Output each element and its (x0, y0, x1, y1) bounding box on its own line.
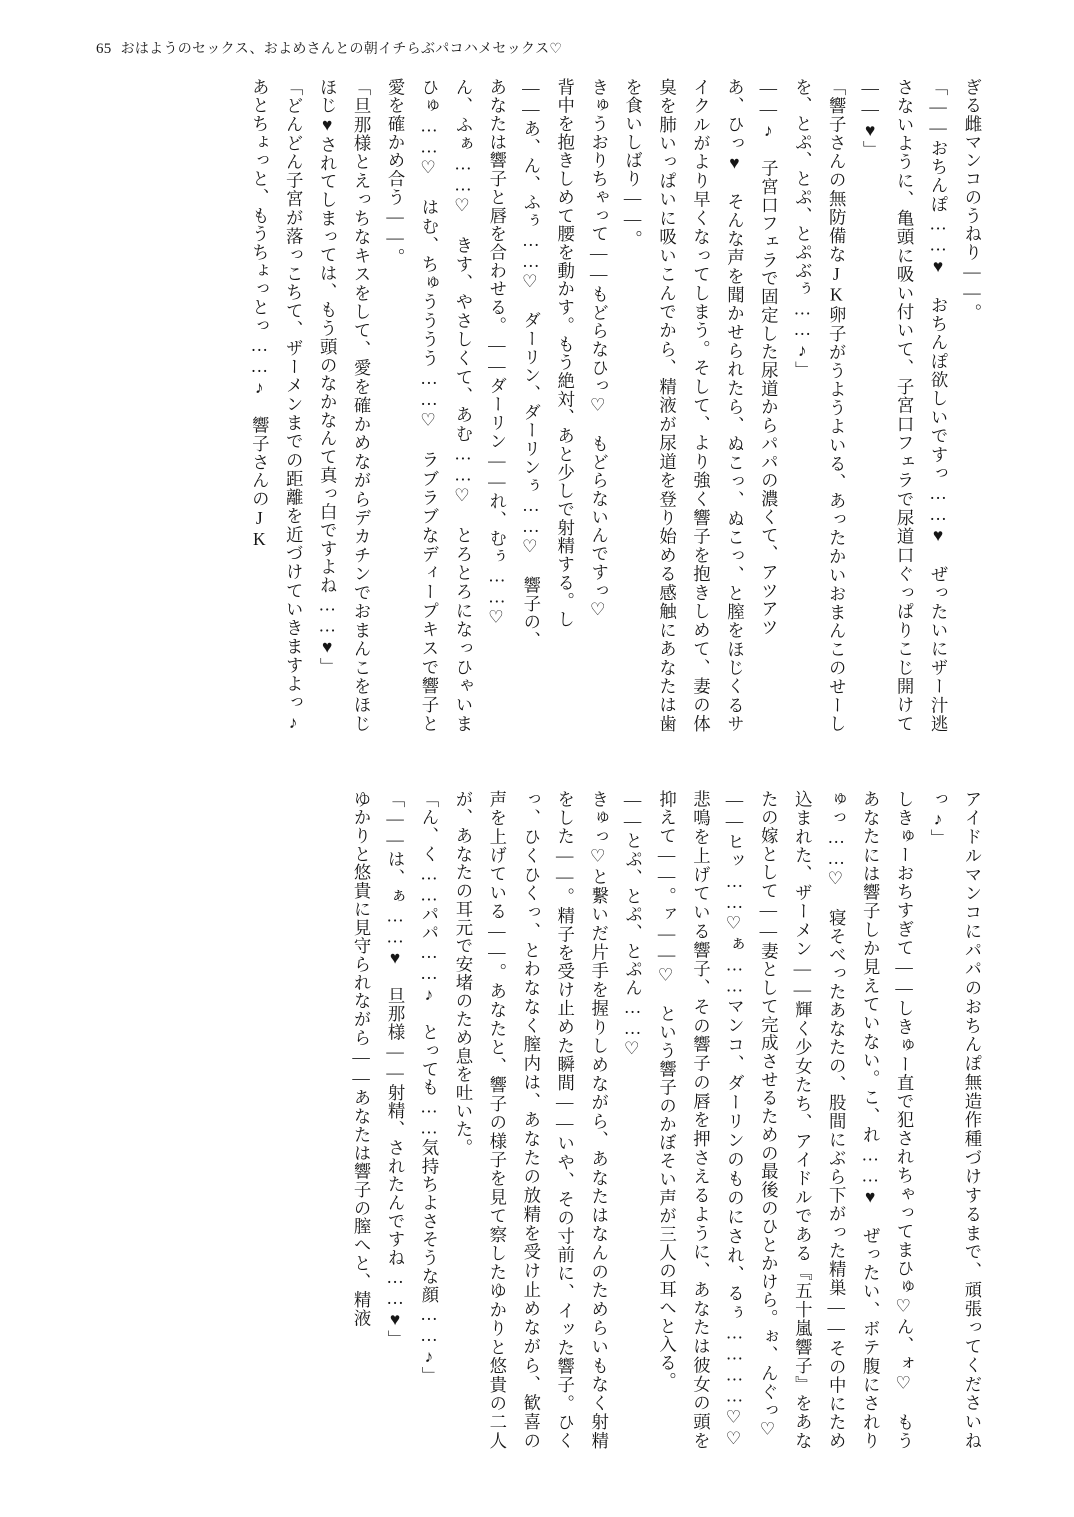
paragraph: ――あ、ん、ふぅ……♡ ダーリン、ダーリンぅ……♡ 響子の、 (520, 78, 541, 650)
paragraph: ――♪ 子宮口フェラで固定した尿道からパパの濃くて、アツアツ (758, 78, 779, 637)
paragraph: ――ヒッ……♡ぁ……マンコ、ダーリンのものにされ、るぅ…………♡♡ 悲鳴を上げている響子、その響子の唇を押さえるように、あなたは彼女の頭を抑えて――。ァ――♡ という響子のかぼそい声が三人の耳へと入る。 (656, 790, 745, 1469)
paragraph: アイドルマンコにパパのおちんぽ無造作種づけするまで、頑張ってくださいねっ♪」 (928, 790, 982, 1450)
paragraph: きゅっ♡と繋いだ片手を握りしめながら、あなたはなんのためらいもなく射精をした――。精子を受け止めた瞬間――いや、その寸前に、イッた響子。ひくっ、ひくひくっ、とわななく膣内は、あなたの放精を受け止めながら、歓喜の声を上げている――。あなたと、響子の様子を見て察したゆかりと悠貴の二人が、あなたの耳元で安堵のため息を吐いた。 (452, 790, 609, 1450)
paragraph: 「――おちんぽ……♥ おちんぽ欲しいですっ……♥ ぜったいにザー汁逃さないように、亀頭に吸い付いて、子宮口フェラで尿道口ぐっぱりこじ開けて――♥」 (860, 78, 949, 733)
paragraph: しきゅーおちすぎて――しきゅー直で犯されちゃってまひゅ♡ん、ォ♡ もうあなたには響子しか見えていない。こ、れ……♥ ぜったい、ボテ腹にされりゅっ……♡ 寝そべったあなたの、股間にぶら下がった精巣――その中にため込まれた、ザーメン――輝く少女たち、アイドルである『五十嵐響子』をあなたの嫁として――妻として完成させるための最後のひとかけら。ぉ、んぐっ♡ (758, 790, 915, 1450)
paragraph: きゅうおりちゃって――もどらなひっ♡ もどらないんですっ♡ (588, 78, 609, 621)
paragraph: あ、ひっ♥ そんな声を聞かせられたら、ぬこっ、ぬこっ、と膣をほじくるサイクルがより早くなってしまう。そして、より強く響子を抱きしめて、妻の体臭を肺いっぱいに吸いこんでから、精液が尿道を登り始める感触にあなたは歯を食いしばり――。 (622, 78, 745, 733)
paragraph: 背中を抱きしめて腰を動かす。もう絶対、あと少しで射精する。し (554, 78, 575, 629)
paragraph: ぎる雌マンコのうねり――。 (962, 78, 982, 322)
paragraph: ゆかりと悠貴に見守られながら――あなたは響子の膣へと、精液 (351, 790, 372, 1328)
body-text-bottom (86, 790, 988, 1469)
running-title: おはようのセックス、およめさんとの朝イチらぶパコハメセックス♡ (120, 42, 563, 57)
paragraph: 「旦那様とえっちなキスをして、愛を確かめながらデカチンでおまんこをほじほじ♥されてしまっては、もう頭のなかなんて真っ白ですよね……♥」 (317, 78, 372, 733)
paragraph: 「ん、く……パパ……♪ とっても……気持ちよさそうな顔……♪」 (419, 790, 439, 1386)
page-number: 65 (96, 41, 112, 57)
paragraph: 「――は、ぁ……♥ 旦那様――射精、されたんですね……♥」 (385, 790, 406, 1349)
paragraph: あなたは響子と唇を合わせる。――ダーリン――れ、むぅ……♡ (486, 78, 507, 629)
paragraph: ん、ふぁ……♡ きす、やさしくて、あむ……♡ とろとろになっひゃいまひゅ……♡ はむ、ちゅうううう……♡ ラブラブなディープキスで響子と愛を確かめ合う――。 (385, 78, 473, 733)
page-header (0, 38, 1074, 58)
paragraph: 「どんどん子宮が落っこちて、ザーメンまでの距離を近づけていきますよっ♪ あとちょっと、もうちょっとっ……♪ 響子さんのJK (249, 78, 304, 752)
paragraph: 「響子さんの無防備なJK卵子がうようよいる、あったかいおまんこのせーしを、とぷ、とぷ、とぷぶぅ……♪」 (792, 78, 847, 733)
paragraph: ――とぷ、とぷ、とぷん……♡ (622, 790, 643, 1060)
body-text-top (86, 78, 988, 752)
